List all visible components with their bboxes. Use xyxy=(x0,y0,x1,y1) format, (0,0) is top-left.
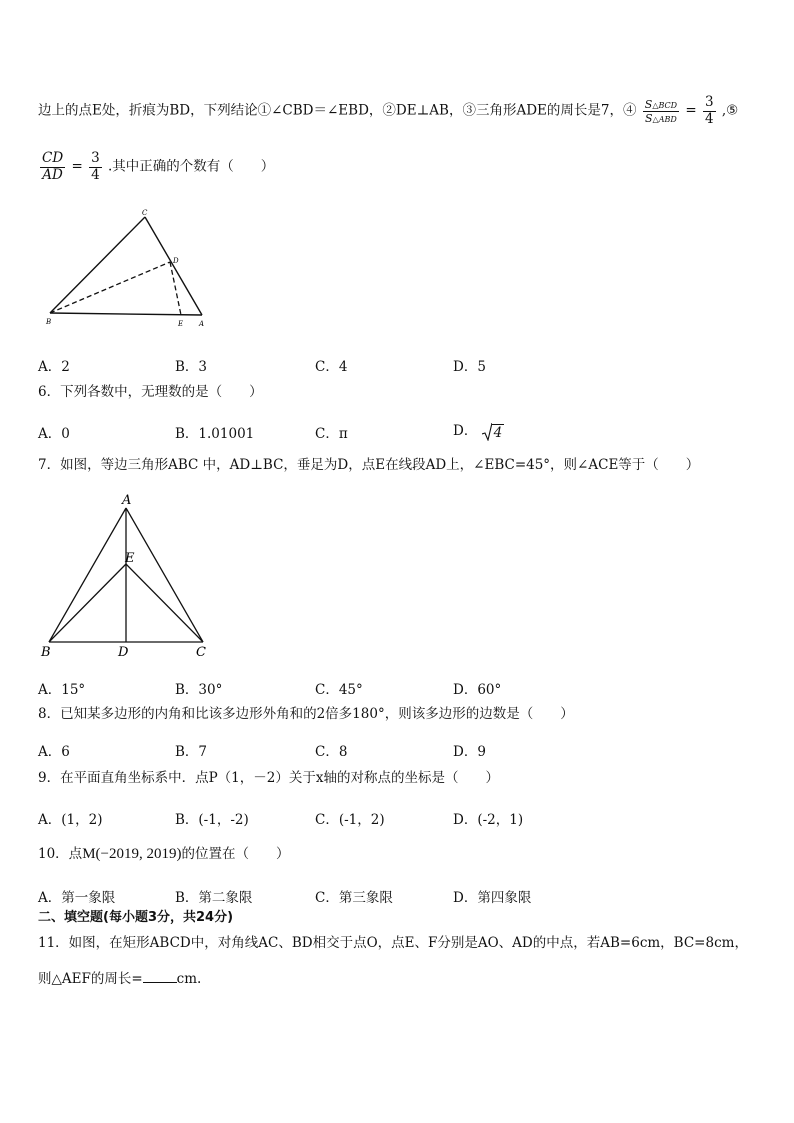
q5-line-1-text: 边上的点E处，折痕为BD，下列结论①∠CBD＝∠EBD，②DE⊥AB，③三角形ADE的周长是7，④ xyxy=(38,102,637,119)
q10-option-a[interactable]: A．第一象限 xyxy=(38,890,116,906)
q5-line-2 xyxy=(38,152,274,182)
q10-option-d[interactable]: D．第四象限 xyxy=(453,890,532,906)
q5-fraction-3-4-b: $\frac{3}{4}$ xyxy=(91,150,100,183)
q10-option-c[interactable]: C．第三象限 xyxy=(315,890,393,906)
q5-label-a: A xyxy=(199,320,205,328)
q7-option-c[interactable]: C．45° xyxy=(315,682,363,698)
q5-triangle-figure xyxy=(38,205,218,330)
q6-option-c[interactable]: C．π xyxy=(315,426,348,442)
q9-option-b[interactable]: B．(-1，-2) xyxy=(175,812,249,828)
q7-option-b[interactable]: B．30° xyxy=(175,682,223,698)
q5-fraction-cd-ad: $\frac{CD}{AD}$ xyxy=(42,150,64,183)
q11-line-1: 11．如图，在矩形ABCD中，对角线AC、BD相交于点O，点E、F分别是AO、AD的中点，若AB=6cm，BC=8cm， xyxy=(38,935,748,951)
q9-option-d[interactable]: D．(-2，1) xyxy=(453,812,524,828)
q6-option-d[interactable]: D． 4 xyxy=(453,423,503,441)
q5-fraction-area-ratio: $\frac{\text{S△BCD}}{\text{S△ABD}}$ xyxy=(644,97,678,125)
q8-option-c[interactable]: C．8 xyxy=(315,744,348,760)
q7-option-d[interactable]: D．60° xyxy=(453,682,502,698)
q5-equals-2: = xyxy=(71,158,83,175)
q6-option-a[interactable]: A．0 xyxy=(38,426,70,442)
q5-label-b: B xyxy=(46,318,52,326)
q5-label-d: D xyxy=(173,257,179,265)
q8-stem: 8．已知某多边形的内角和比该多边形外角和的2倍多180°，则该多边形的边数是（ ） xyxy=(38,706,574,722)
q5-line-1-tail: ,⑤ xyxy=(721,102,739,119)
q8-option-a[interactable]: A．6 xyxy=(38,744,70,760)
radical-icon xyxy=(482,423,492,441)
q8-option-d[interactable]: D．9 xyxy=(453,744,486,760)
q5-fold-bd xyxy=(50,262,170,313)
q7-stem: 7．如图，等边三角形ABC 中，AD⊥BC，垂足为D，点E在线段AD上，∠EBC=45°，则∠ACE等于（ ） xyxy=(38,457,700,473)
q5-line-1 xyxy=(38,96,738,126)
q5-line-2-tail: .其中正确的个数有（ ） xyxy=(107,158,275,175)
q8-option-b[interactable]: B．7 xyxy=(175,744,208,760)
q10-stem: 10．点M(−2019, 2019)的位置在（ ） xyxy=(38,846,290,862)
sqrt-symbol: 4 xyxy=(482,423,505,441)
q10-point-m: M(−2019, 2019) xyxy=(82,846,182,862)
section-title-fill-in: 二、填空题(每小题3分，共24分) xyxy=(38,910,234,925)
q7-label-e: E xyxy=(125,551,135,566)
q5-option-b[interactable]: B．3 xyxy=(175,359,208,375)
q5-side-ca xyxy=(145,217,202,315)
q9-stem: 9．在平面直角坐标系中．点P（1，－2）关于x轴的对称点的坐标是（ ） xyxy=(38,770,499,786)
q10-option-b[interactable]: B．第二象限 xyxy=(175,890,253,906)
q9-option-a[interactable]: A．(1，2) xyxy=(38,812,103,828)
q9-option-c[interactable]: C．(-1，2) xyxy=(315,812,385,828)
q7-label-c: C xyxy=(196,645,206,660)
q5-option-a[interactable]: A．2 xyxy=(38,359,70,375)
q6-stem: 6．下列各数中，无理数的是（ ） xyxy=(38,384,263,400)
q5-option-d[interactable]: D．5 xyxy=(453,359,486,375)
q5-side-bc xyxy=(50,217,145,313)
q7-label-b: B xyxy=(41,645,51,660)
q5-option-c[interactable]: C．4 xyxy=(315,359,348,375)
q5-label-c: C xyxy=(142,209,148,217)
q5-side-ba xyxy=(50,313,202,315)
q7-option-a[interactable]: A．15° xyxy=(38,682,86,698)
q7-label-d: D xyxy=(118,645,129,660)
q5-fraction-3-4-a: $\frac{3}{4}$ xyxy=(704,94,714,127)
q5-equals: = xyxy=(685,102,697,119)
q11-line-2: 则△AEF的周长= cm. xyxy=(38,971,202,987)
q11-answer-blank[interactable] xyxy=(143,970,177,983)
q5-label-e: E xyxy=(178,320,184,328)
q7-label-a: A xyxy=(122,493,132,508)
q7-triangle-figure xyxy=(38,490,218,662)
q6-option-b[interactable]: B．1.01001 xyxy=(175,426,255,442)
